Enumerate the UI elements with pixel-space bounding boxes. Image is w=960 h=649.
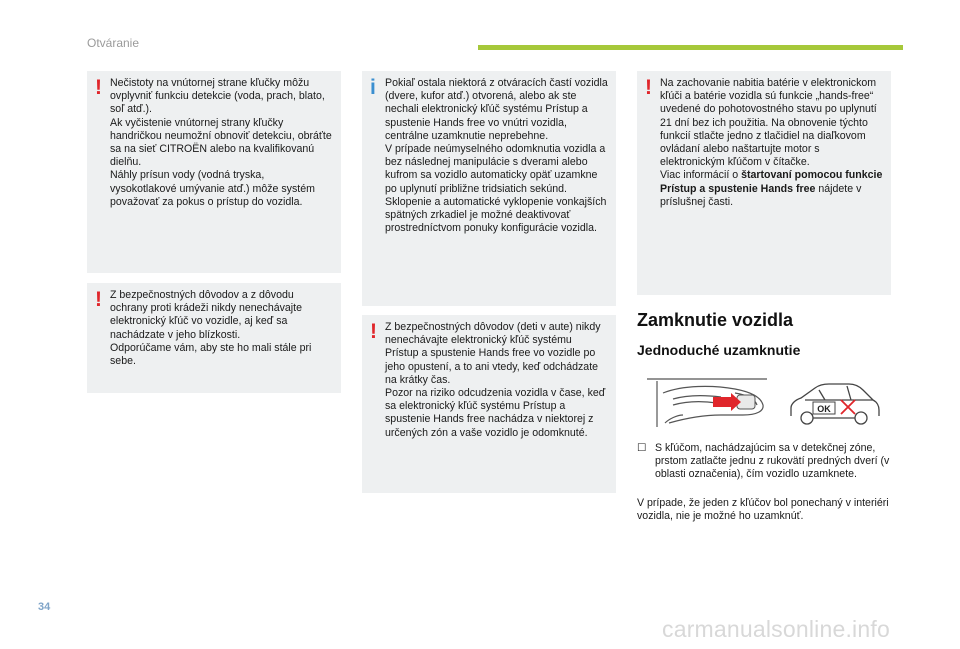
warning-text-theft: Z bezpečnostných dôvodov a z dôvodu ochrany proti krádeži nikdy nenechávajte elektronický kľúč vo vozidle, aj keď sa nachádzate v jeho blízkosti. Odporúčame vám, aby ste ho mali stále pri sebe. [110, 289, 312, 368]
car-locked-illustration [785, 382, 881, 426]
page-number: 34 [38, 601, 51, 613]
warning-icon: ! [370, 320, 377, 343]
locking-heading: Zamknutie vozidla [637, 310, 794, 330]
warning-icon: ! [95, 288, 102, 311]
info-icon: i [370, 76, 376, 99]
checkbox-bullet-icon: ☐ [637, 442, 647, 454]
door-handle-illustration [643, 375, 771, 433]
warning-box-battery [637, 71, 891, 295]
watermark: carmanualsonline.info [662, 616, 890, 642]
info-box-open-access [362, 71, 616, 306]
warning-text-children: Z bezpečnostných dôvodov (deti v aute) nikdy nenechávajte elektronický kľúč systému Prístup a spustenie Hands free vo vozidle po jeho opustení, a to ani vtedy, keď odchádzate na krátky čas. Pozor na riziko odcudzenia vozidla v čase, keď sa elektronický kľúč systému Prístup a spustenie Hands free nachádza v niektorej z určených zón a vaše vozidlo je odomknuté. [385, 321, 606, 439]
battery-bold-ref: štartovaní pomocou funkcie Prístup a spustenie Hands free [660, 169, 883, 195]
warning-text-dirt: Nečistoty na vnútornej strane kľučky môžu ovplyvniť funkciu detekcie (voda, prach, blato, soľ atď.). Ak vyčistenie vnútornej strany kľučky handričkou neumožní obnoviť detekciu, obráťte sa na sieť CITROËN alebo na kvalifikovanú dielňu. Náhly prísun vody (vodná tryska, vysokotlakové umývanie atď.) môže systém považovať za pokus o prístup do vozidla. [110, 77, 332, 208]
warning-text-battery: Na zachovanie nabitia batérie v elektronickom kľúči a batérie vozidla sú funkcie „hands-free“ uvedené do pohotovostného stavu po uplynutí 21 dní bez ich použitia. Na obnovenie týchto funkcií stlačte jedno z tlačidiel na diaľkovom ovládaní alebo naštartujte motor s elektronickým kľúčom v čítačke. Viac informácií o štartovaní pomocou funkcie Prístup a spustenie Hands free nájdete v príslušnej časti. [660, 77, 883, 208]
simple-locking-subheading: Jednoduché uzamknutie [637, 342, 801, 358]
section-accent-bar [478, 45, 903, 50]
locking-note: V prípade, že jeden z kľúčov bol ponechaný v interiéri vozidla, nie je možné ho uzamknúť. [637, 497, 889, 523]
ok-label: OK [817, 404, 831, 414]
locking-step-text: S kľúčom, nachádzajúcim sa v detekčnej zóne, prstom zatlačte jednu z rukovätí predných dverí (v oblasti označenia), čím vozidlo uzamknete. [655, 442, 890, 481]
warning-icon: ! [95, 76, 102, 99]
warning-box-dirt [87, 71, 341, 273]
info-text-open-access: Pokiaľ ostala niektorá z otváracích častí vozidla (dvere, kufor atď.) otvorená, alebo ak ste nechali elektronický kľúč systému Prístup a spustenie Hands free vo vnútri vozidla, centrálne uzamknutie neprebehne. V prípade neúmyselného odomknutia vozidla a bez následnej manipulácie s dverami alebo kufrom sa vozidlo automaticky opäť uzamkne po uplynutí približne tridsiatich sekúnd. Sklopenie a automatické vyklopenie vonkajších spätných zrkadiel je možné deaktivovať prostredníctvom ponuky konfigurácie vozidla. [385, 77, 608, 235]
warning-box-theft [87, 283, 341, 393]
warning-icon: ! [645, 76, 652, 99]
locking-step [637, 442, 895, 482]
section-title: Otváranie [87, 36, 140, 50]
warning-box-children [362, 315, 616, 493]
